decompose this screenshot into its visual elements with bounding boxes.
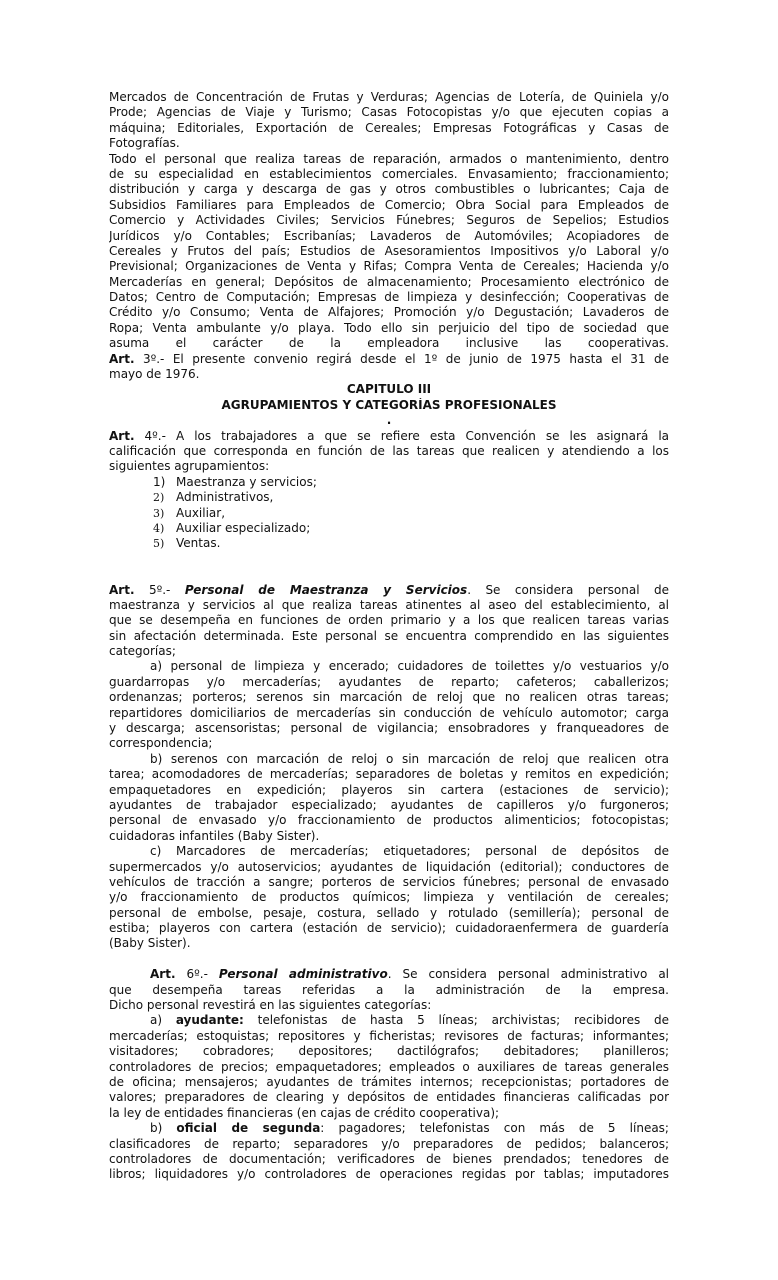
text-segment: Mercaderías en general; Depósitos de almacenamiento; Procesamiento electrónico de [109,274,669,289]
text-segment: Dicho personal revestirá en las siguientes categorías: [109,998,432,1013]
list-item [109,475,669,490]
text-line [109,1013,669,1028]
text-segment: c) Marcadores de mercaderías; etiquetadores; personal de depósitos de [150,844,669,859]
text-segment: máquina; Editoriales, Exportación de Cereales; Empresas Fotográficas y Casas de [109,120,669,135]
text-line [109,921,669,936]
text-line [109,136,669,151]
text-line [109,721,669,736]
text-segment: AGRUPAMIENTOS Y CATEGORÍAS PROFESIONALES [221,397,557,412]
text-line [109,967,669,982]
text-segment: 4º.- A los trabajadores a que se refiere esta Convención se les asignará la [134,428,669,443]
text-line [109,182,669,197]
text-line [109,352,669,367]
list-item [109,521,669,536]
text-line [109,1121,669,1136]
list-number: 3) [153,506,165,520]
text-segment: clasificadores de reparto; separadores y/o preparadores de pedidos; balanceros; [109,1136,669,1151]
text-line [109,1044,669,1059]
text-segment: Crédito y/o Consumo; Venta de Alfajores; Promoción y/o Degustación; Lavaderos de [109,305,669,320]
list-number: 5) [153,537,165,551]
text-line [109,598,669,613]
text-segment: repartidores domiciliarios de mercaderías sin conducción de vehículo automotor; carga [109,705,669,720]
text-line [109,906,669,921]
text-segment: mayo de 1976. [109,367,200,382]
bold-text: ayudante: [175,1013,244,1028]
text-line [109,644,669,659]
text-line [109,1029,669,1044]
text-segment: Maestranza y servicios; [176,474,317,489]
text-line [109,1137,669,1152]
text-segment: Administrativos, [176,490,274,505]
text-segment: Todo el personal que realiza tareas de reparación, armados o mantenimiento, dentro [109,151,669,166]
emphasized-title: Personal de Maestranza y Servicios [184,582,468,597]
text-line [109,1060,669,1075]
text-segment: Jurídicos y/o Contables; Escribanías; Lavaderos de Automóviles; Acopiadores de [109,228,669,243]
bold-text: Art. [109,428,135,443]
text-segment: ayudantes de trabajador especializado; ayudantes de capilleros y/o furgoneros; [109,797,669,812]
text-segment: controladores de documentación; verificadores de bienes prendados; tenedores de [109,1151,669,1166]
text-segment: Datos; Centro de Computación; Empresas de limpieza y desinfección; Cooperativas de [109,290,669,305]
text-segment: b) serenos con marcación de reloj o sin marcación de reloj que realicen otra [150,751,669,766]
text-line [109,167,669,182]
list-item [109,536,669,551]
text-line [109,459,669,474]
text-line [109,706,669,721]
text-line [109,798,669,813]
text-line [109,321,669,336]
list-number: 4) [153,521,165,535]
text-line [109,936,669,951]
text-segment: controladores de precios; empaquetadores; empleados o auxiliares de tareas generales [109,1059,669,1074]
text-line [109,998,669,1013]
text-line [109,659,669,674]
text-line [109,829,669,844]
text-segment: b) [150,1121,177,1136]
text-line [109,860,669,875]
text-segment: . [386,413,392,428]
text-segment: libros; liquidadores y/o controladores de operaciones regidas por tablas; imputadores [109,1167,669,1182]
section-heading [109,398,669,413]
text-segment: distribución y carga y descarga de gas y otros combustibles o lubricantes; Caja de [109,182,669,197]
text-segment: supermercados y/o autoservicios; ayudantes de liquidación (editorial); conductores de [109,859,669,874]
text-segment: 3º.- El presente convenio regirá desde el 1º de junio de 1975 hasta el 31 de [134,351,669,366]
text-line [109,890,669,905]
text-segment: personal de envasado y/o fraccionamiento de productos alimenticios; fotocopistas; [109,813,669,828]
text-segment: asuma el carácter de la empleadora inclusive las cooperativas. [109,336,669,351]
bold-text: Art. [109,582,135,597]
text-segment: estiba; playeros con cartera (estación de servicio); cuidadoraenfermera de guardería [109,921,669,936]
text-line [109,1075,669,1090]
text-line [109,875,669,890]
text-line [109,690,669,705]
text-segment: Subsidios Familiares para Empleados de Comercio; Obra Social para Empleados de [109,197,669,212]
list-number: 1) [153,474,166,489]
text-segment: Ventas. [176,536,221,551]
text-line [109,213,669,228]
list-item [109,506,669,521]
text-segment: sin afectación determinada. Este personal se encuentra comprendido en las siguientes [109,628,669,643]
text-segment: de oficina; mensajeros; ayudantes de trámites internos; recepcionistas; portadores de [109,1075,669,1089]
blank-line [109,567,669,582]
text-segment: cuidadoras infantiles (Baby Sister). [109,828,320,843]
text-segment: (Baby Sister). [109,936,191,951]
text-line [109,1152,669,1167]
text-segment: calificación que corresponda en función de las tareas que realicen y atendiendo a los [109,443,669,458]
text-line [109,1167,669,1182]
text-line [109,305,669,320]
text-segment: empaquetadores en expedición; playeros sin cartera (estaciones de servicio); [109,782,669,797]
blank-line [109,952,669,967]
text-line [109,275,669,290]
text-line [109,752,669,767]
text-segment: Cereales y Frutos del país; Estudios de Asesoramientos Impositivos y/o Laboral y/o [109,243,669,258]
text-line [109,1106,669,1121]
text-segment: ordenanzas; porteros; serenos sin marcación de reloj que no realicen otras tareas; [109,690,669,705]
text-segment: Mercados de Concentración de Frutas y Verduras; Agencias de Lotería, de Quiniela y/o [109,90,669,104]
text-segment: Comercio y Actividades Civiles; Servicios Fúnebres; Seguros de Sepelios; Estudios [109,213,669,228]
text-segment: categorías; [109,644,176,659]
text-segment: siguientes agrupamientos: [109,459,270,474]
text-segment: 6º.- [175,967,219,982]
text-line [109,736,669,751]
text-line [109,121,669,136]
bold-text: oficial de segunda [176,1121,321,1136]
text-segment: valores; preparadores de clearing y depósitos de entidades financieras calificadas por [109,1090,669,1105]
text-line [109,583,669,598]
text-segment: Fotografías. [109,136,180,151]
section-heading [109,413,669,428]
text-line [109,675,669,690]
text-segment: Previsional; Organizaciones de Venta y Rifas; Compra Venta de Cereales; Hacienda y/o [109,259,669,274]
text-segment: de su especialidad en establecimientos comerciales. Envasamiento; fraccionamiento; [109,166,669,181]
text-segment: a) [150,1013,176,1028]
text-segment: que se desempeña en funciones de orden primario y a los que realicen tareas varias [109,613,669,628]
text-line [109,983,669,998]
text-segment: visitadores; cobradores; depositores; dactilógrafos; debitadores; planilleros; [109,1044,669,1059]
text-line [109,767,669,782]
text-line [109,152,669,167]
list-number: 2) [153,491,165,505]
text-segment: correspondencia; [109,736,213,751]
text-line [109,367,669,382]
emphasized-title: Personal administrativo [218,967,388,982]
text-segment: mercaderías; estoquistas; repositores y ficheristas; revisores de facturas; informantes; [109,1028,669,1043]
text-segment: Prode; Agencias de Viaje y Turismo; Casas Fotocopistas y/o que ejecuten copias a [109,105,669,120]
text-segment: CAPITULO III [346,382,432,397]
text-line [109,783,669,798]
text-segment: que desempeña tareas referidas a la administración de la empresa. [109,982,669,997]
text-line [109,444,669,459]
text-line [109,244,669,259]
text-line [109,198,669,213]
text-line [109,229,669,244]
text-segment: guardarropas y/o mercaderías; ayudantes de reparto; cafeteros; caballerizos; [109,674,669,689]
text-line [109,336,669,351]
text-segment: Auxiliar especializado; [176,520,311,535]
text-segment: . Se considera personal de [467,582,669,597]
text-segment: personal de embolse, pesaje, costura, sellado y rotulado (semillería); personal de [109,905,669,920]
text-segment: y descarga; ascensoristas; personal de vigilancia; ensobradores y franqueadores de [109,721,669,736]
section-heading [109,382,669,397]
text-line [109,90,669,105]
bold-text: Art. [109,351,135,366]
text-segment: 5º.- [134,582,185,597]
text-segment: Ropa; Venta ambulante y/o playa. Todo ello sin perjuicio del tipo de sociedad que [109,320,669,335]
text-line [109,613,669,628]
text-segment: . Se considera personal administrativo al [387,967,669,982]
text-segment: : pagadores; telefonistas con más de 5 líneas; [320,1121,669,1136]
text-line [109,844,669,859]
text-segment: vehículos de tracción a sangre; porteros de servicios fúnebres; personal de envasado [109,874,669,889]
text-segment: tarea; acomodadores de mercaderías; separadores de boletas y remitos en expedición; [109,767,669,782]
text-line [109,290,669,305]
blank-line [109,552,669,567]
text-segment: a) personal de limpieza y encerado; cuidadores de toilettes y/o vestuarios y/o [150,659,669,674]
text-segment: la ley de entidades financieras (en cajas de crédito cooperativa); [109,1105,500,1120]
text-segment: telefonistas de hasta 5 líneas; archivistas; recibidores de [243,1013,669,1028]
bold-text: Art. [150,967,176,982]
text-segment: y/o fraccionamiento de productos químicos; limpieza y ventilación de cereales; [109,890,669,905]
text-line [109,1090,669,1105]
document-page [109,90,669,1183]
text-line [109,629,669,644]
list-item [109,490,669,505]
text-line [109,105,669,120]
text-line [109,259,669,274]
text-line [109,429,669,444]
text-segment: maestranza y servicios al que realiza tareas atinentes al aseo del establecimiento, al [109,597,669,612]
text-line [109,813,669,828]
text-segment: Auxiliar, [176,505,226,520]
